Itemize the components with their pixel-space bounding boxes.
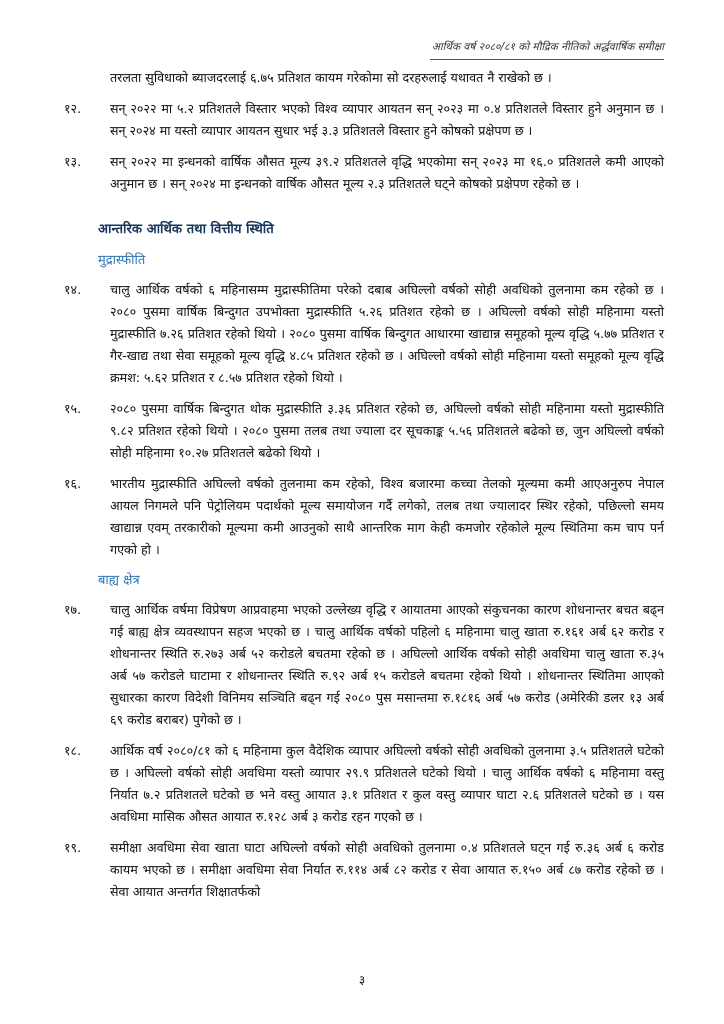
paragraph-text: आर्थिक वर्ष २०८०/८१ को ६ महिनामा कुल वैदेशिक व्यापार अघिल्लो वर्षको सोही अवधिको तुलनामा ३.५ प्रतिशतले घटेको छ । अघिल्लो वर्षको सोही अवधिमा यस्तो व्यापार २९.९ प्रतिशतले घटेको थियो । चालु आर्थिक वर्षको ६ महिनामा वस्तु निर्यात ७.२ प्रतिशतले घटेको छ भने वस्तु आयात ३.१ प्रतिशत र कुल वस्तु व्यापार घाटा २.६ प्रतिशतले घटेको छ । यस अवधिमा मासिक औसत आयात रु.१२८ अर्ब ३ करोड रहन गएको छ । (110, 743, 664, 824)
inflation-heading: मुद्रास्फीति (98, 253, 146, 268)
paragraph-number: १६. (64, 476, 82, 491)
paragraph-text: २०८० पुसमा वार्षिक बिन्दुगत थोक मुद्रास्फीति ३.३६ प्रतिशत रहेको छ, अघिल्लो वर्षको सोही महिनामा यस्तो मुद्रास्फीति ९.८२ प्रतिशत रहेको थियो । २०८० पुसमा तलब तथा ज्याला दर सूचकाङ्क ५.५६ प्रतिशतले बढेको छ, जुन अघिल्लो वर्षको सोही महिनामा १०.२७ प्रतिशतले बढेको थियो । (110, 401, 664, 460)
paragraph-text: समीक्षा अवधिमा सेवा खाता घाटा अघिल्लो वर्षको सोही अवधिको तुलनामा ०.४ प्रतिशतले घट्न गई रु.३६ अर्ब ६ करोड कायम भएको छ । समीक्षा अवधिमा सेवा निर्यात रु.११४ अर्ब ८२ करोड र सेवा आयात रु.१५० अर्ब ८७ करोड रहेको छ । सेवा आयात अन्तर्गत शिक्षातर्फको (110, 840, 664, 899)
paragraph-number: १७. (64, 602, 82, 617)
paragraph-19 (60, 837, 664, 903)
paragraph-13 (60, 151, 664, 195)
paragraph-text: चालु आर्थिक वर्षको ६ महिनासम्म मुद्रास्फीतिमा परेको दबाब अघिल्लो वर्षको सोही अवधिको तुलनामा कम रहेको छ । २०८० पुसमा वार्षिक बिन्दुगत उपभोक्ता मुद्रास्फीति ५.२६ प्रतिशत रहेको छ । अघिल्लो वर्षको सोही महिनामा यस्तो मुद्रास्फीति ७.२६ प्रतिशत रहेको थियो । २०८० पुसमा वार्षिक बिन्दुगत आधारमा खाद्यान्न समूहको मूल्य वृद्धि ५.७७ प्रतिशत र गैर-खाद्य तथा सेवा समूहको मूल्य वृद्धि ४.८५ प्रतिशत रहेको छ । अघिल्लो वर्षको सोही महिनामा यस्तो समूहको मूल्य वृद्धि क्रमश: ५.६२ प्रतिशत र ८.५७ प्रतिशत रहेको थियो । (110, 282, 664, 385)
running-header: आर्थिक वर्ष २०८०/८१ को मौद्रिक नीतिको अर्द्धवार्षिक समीक्षा (431, 41, 664, 53)
external-sector-heading: बाह्य क्षेत्र (98, 573, 140, 588)
paragraph-text: सन् २०२२ मा ५.२ प्रतिशतले विस्तार भएको विश्व व्यापार आयतन सन् २०२३ मा ०.४ प्रतिशतले विस्तार हुने अनुमान छ । सन् २०२४ मा यस्तो व्यापार आयतन सुधार भई ३.३ प्रतिशतले विस्तार हुने कोषको प्रक्षेपण छ । (110, 101, 664, 138)
paragraph-12 (60, 98, 664, 142)
page-number: ३ (358, 973, 366, 987)
paragraph-17 (60, 599, 664, 731)
paragraph-number: १९. (64, 840, 82, 855)
paragraph-number: १४. (64, 282, 82, 297)
paragraph-number: १३. (64, 154, 82, 169)
paragraph-14 (60, 279, 664, 389)
carryover-paragraph: तरलता सुविधाको ब्याजदरलाई ६.७५ प्रतिशत कायम गरेकोमा सो दरहरुलाई यथावत नै राखेको छ । (110, 70, 552, 85)
paragraph-text: चालु आर्थिक वर्षमा विप्रेषण आप्रवाहमा भएको उल्लेख्य वृद्धि र आयातमा आएको संकुचनका कारण शोधनान्तर बचत बढ्न गई बाह्य क्षेत्र व्यवस्थापन सहज भएको छ । चालु आर्थिक वर्षको पहिलो ६ महिनामा चालु खाता रु.१६१ अर्ब ६२ करोड र शोधनान्तर स्थिति रु.२७३ अर्ब ५२ करोडले बचतमा रहेको छ । अघिल्लो आर्थिक वर्षको सोही अवधिमा चालु खाता रु.३५ अर्ब ५७ करोडले घाटामा र शोधनान्तर स्थिति रु.९२ अर्ब १५ करोडले बचतमा रहेको थियो । शोधनान्तर स्थितिमा आएको सुधारका कारण विदेशी विनिमय सञ्चिति बढ्न गई २०८० पुस मसान्तमा रु.१८१६ अर्ब ५७ करोड (अमेरिकी डलर १३ अर्ब ६९ करोड बराबर) पुगेको छ । (110, 602, 664, 727)
paragraph-16 (60, 473, 664, 561)
paragraph-text: भारतीय मुद्रास्फीति अघिल्लो वर्षको तुलनामा कम रहेको, विश्व बजारमा कच्चा तेलको मूल्यमा कमी आएअनुरुप नेपाल आयल निगमले पनि पेट्रोलियम पदार्थको मूल्य समायोजन गर्दै लगेको, तलब तथा ज्यालादर स्थिर रहेको, पछिल्लो समय खाद्यान्न एवम् तरकारीको मूल्यमा कमी आउनुको साथै आन्तरिक माग केही कमजोर रहेकोले मूल्य स्थितिमा कम चाप पर्न गएको हो । (110, 476, 664, 557)
paragraph-number: १२. (64, 101, 82, 116)
paragraph-15 (60, 398, 664, 464)
paragraph-18 (60, 740, 664, 828)
paragraph-number: १५. (64, 401, 82, 416)
section-heading: आन्तरिक आर्थिक तथा वित्तीय स्थिति (98, 222, 274, 237)
header-rule (430, 59, 664, 60)
page-content (60, 67, 664, 903)
paragraph-number: १८. (64, 743, 82, 758)
paragraph-text: सन् २०२२ मा इन्धनको वार्षिक औसत मूल्य ३९.२ प्रतिशतले वृद्धि भएकोमा सन् २०२३ मा १६.० प्रतिशतले कमी आएको अनुमान छ । सन् २०२४ मा इन्धनको वार्षिक औसत मूल्य २.३ प्रतिशतले घट्ने कोषको प्रक्षेपण रहेको छ । (110, 154, 664, 191)
